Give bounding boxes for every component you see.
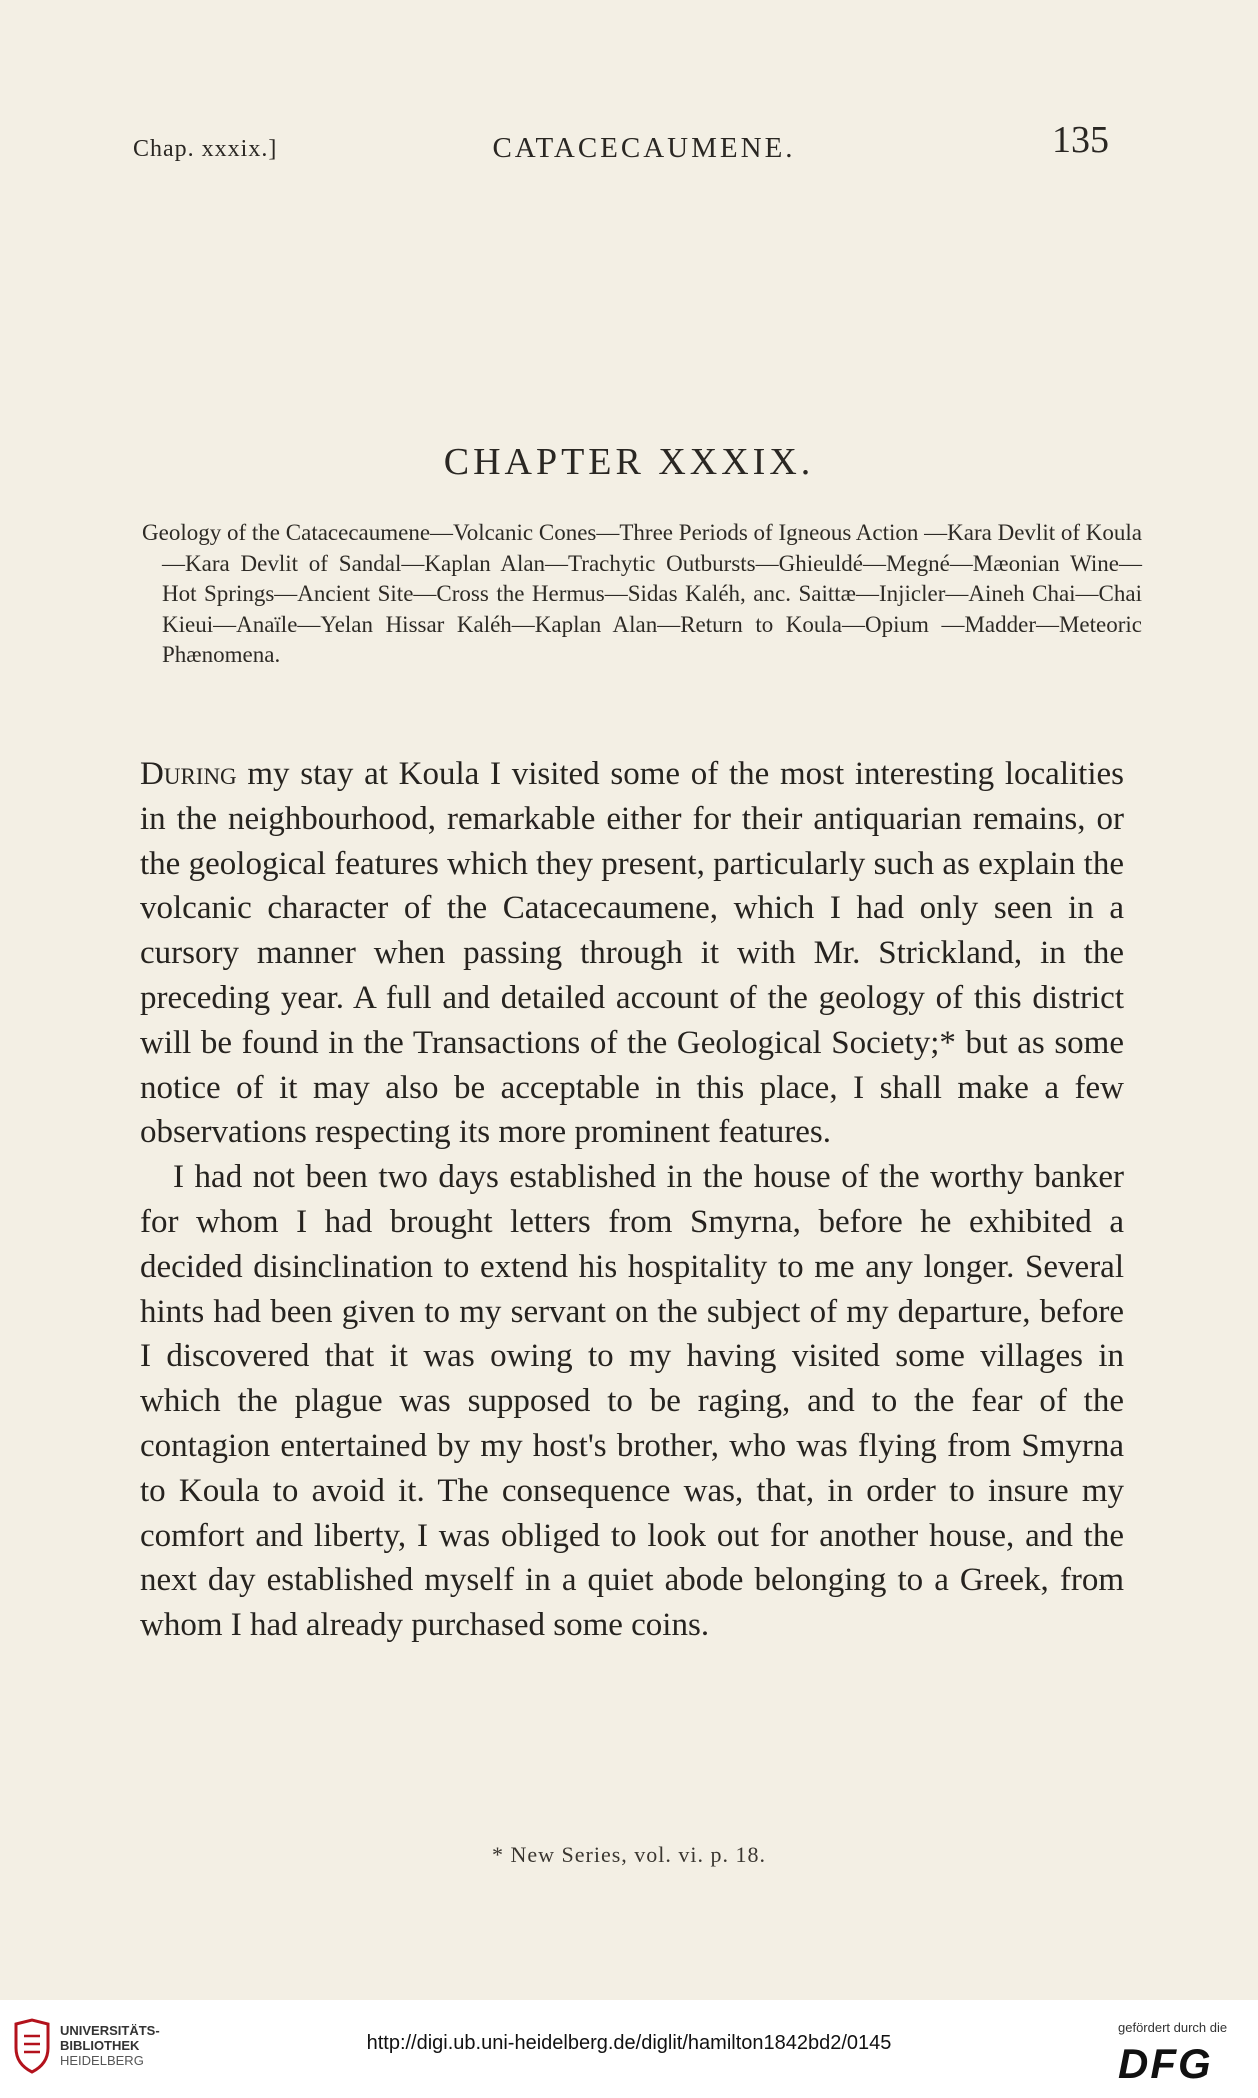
paragraph-1-text: my stay at Koula I visited some of the most interesting localities in the neighbourhood, remarkable either for their antiquarian remains, or the geological features which they present, particularly such as explain the volcanic character of the Catacecaumene, which I had only seen in a cursory manner when passing through it with Mr. Strickland, in the preceding year. A full and detailed account of the geology of this district will be found in the Transactions of the Geological Society;* but as some notice of it may also be acceptable in this place, I shall make a few observations respecting its more prominent features.	[140, 756, 1124, 1151]
paragraph-1	[140, 752, 1124, 1155]
dfg-logo: DFG	[1118, 2040, 1213, 2087]
paragraph-1-lead: During	[140, 756, 237, 792]
footnote: * New Series, vol. vi. p. 18.	[491, 1842, 767, 1867]
permalink-url[interactable]: http://digi.ub.uni-heidelberg.de/diglit/hamilton1842bd2/0145	[366, 2032, 892, 2054]
page-number: 135	[1052, 119, 1109, 161]
running-header-title: CATACECAUMENE.	[492, 132, 796, 164]
body-text	[140, 752, 1124, 1648]
chapter-title: CHAPTER XXXIX.	[443, 441, 815, 483]
library-line-3: HEIDELBERG	[60, 2053, 144, 2068]
library-line-1: UNIVERSITÄTS-	[60, 2023, 160, 2038]
funded-by-label: gefördert durch die	[1118, 2020, 1228, 2035]
paragraph-2: I had not been two days established in the house of the worthy banker for whom I had brought letters from Smyrna, before he exhibited a decided disinclination to extend his hospitality to me any longer. Several hints had been given to my servant on the subject of my departure, before I discovered that it was owing to my having visited some villages in which the plague was supposed to be raging, and to the fear of the contagion entertained by my host's brother, who was flying from Smyrna to Koula to avoid it. The consequence was, that, in order to insure my comfort and liberty, I was obliged to look out for another house, and the next day established myself in a quiet abode belonging to a Greek, from whom I had already purchased some coins.	[140, 1159, 1124, 1644]
library-line-2: BIBLIOTHEK	[60, 2038, 140, 2053]
running-header-chapter: Chap. xxxix.]	[133, 136, 278, 162]
chapter-summary: Geology of the Catacecaumene—Volcanic Cones—Three Periods of Igneous Action —Kara Devlit of Koula—Kara Devlit of Sandal—Kaplan Alan—Trachytic Outbursts—Ghieuldé—Megné—Mæonian Wine—Hot Springs—Ancient Site—Cross the Hermus—Sidas Kaléh, anc. Saittæ—Injicler—Aineh Chai—Chai Kieui—Anaïle—Yelan Hissar Kaléh—Kaplan Alan—Return to Koula—Opium —Madder—Meteoric Phænomena.	[142, 520, 1142, 667]
